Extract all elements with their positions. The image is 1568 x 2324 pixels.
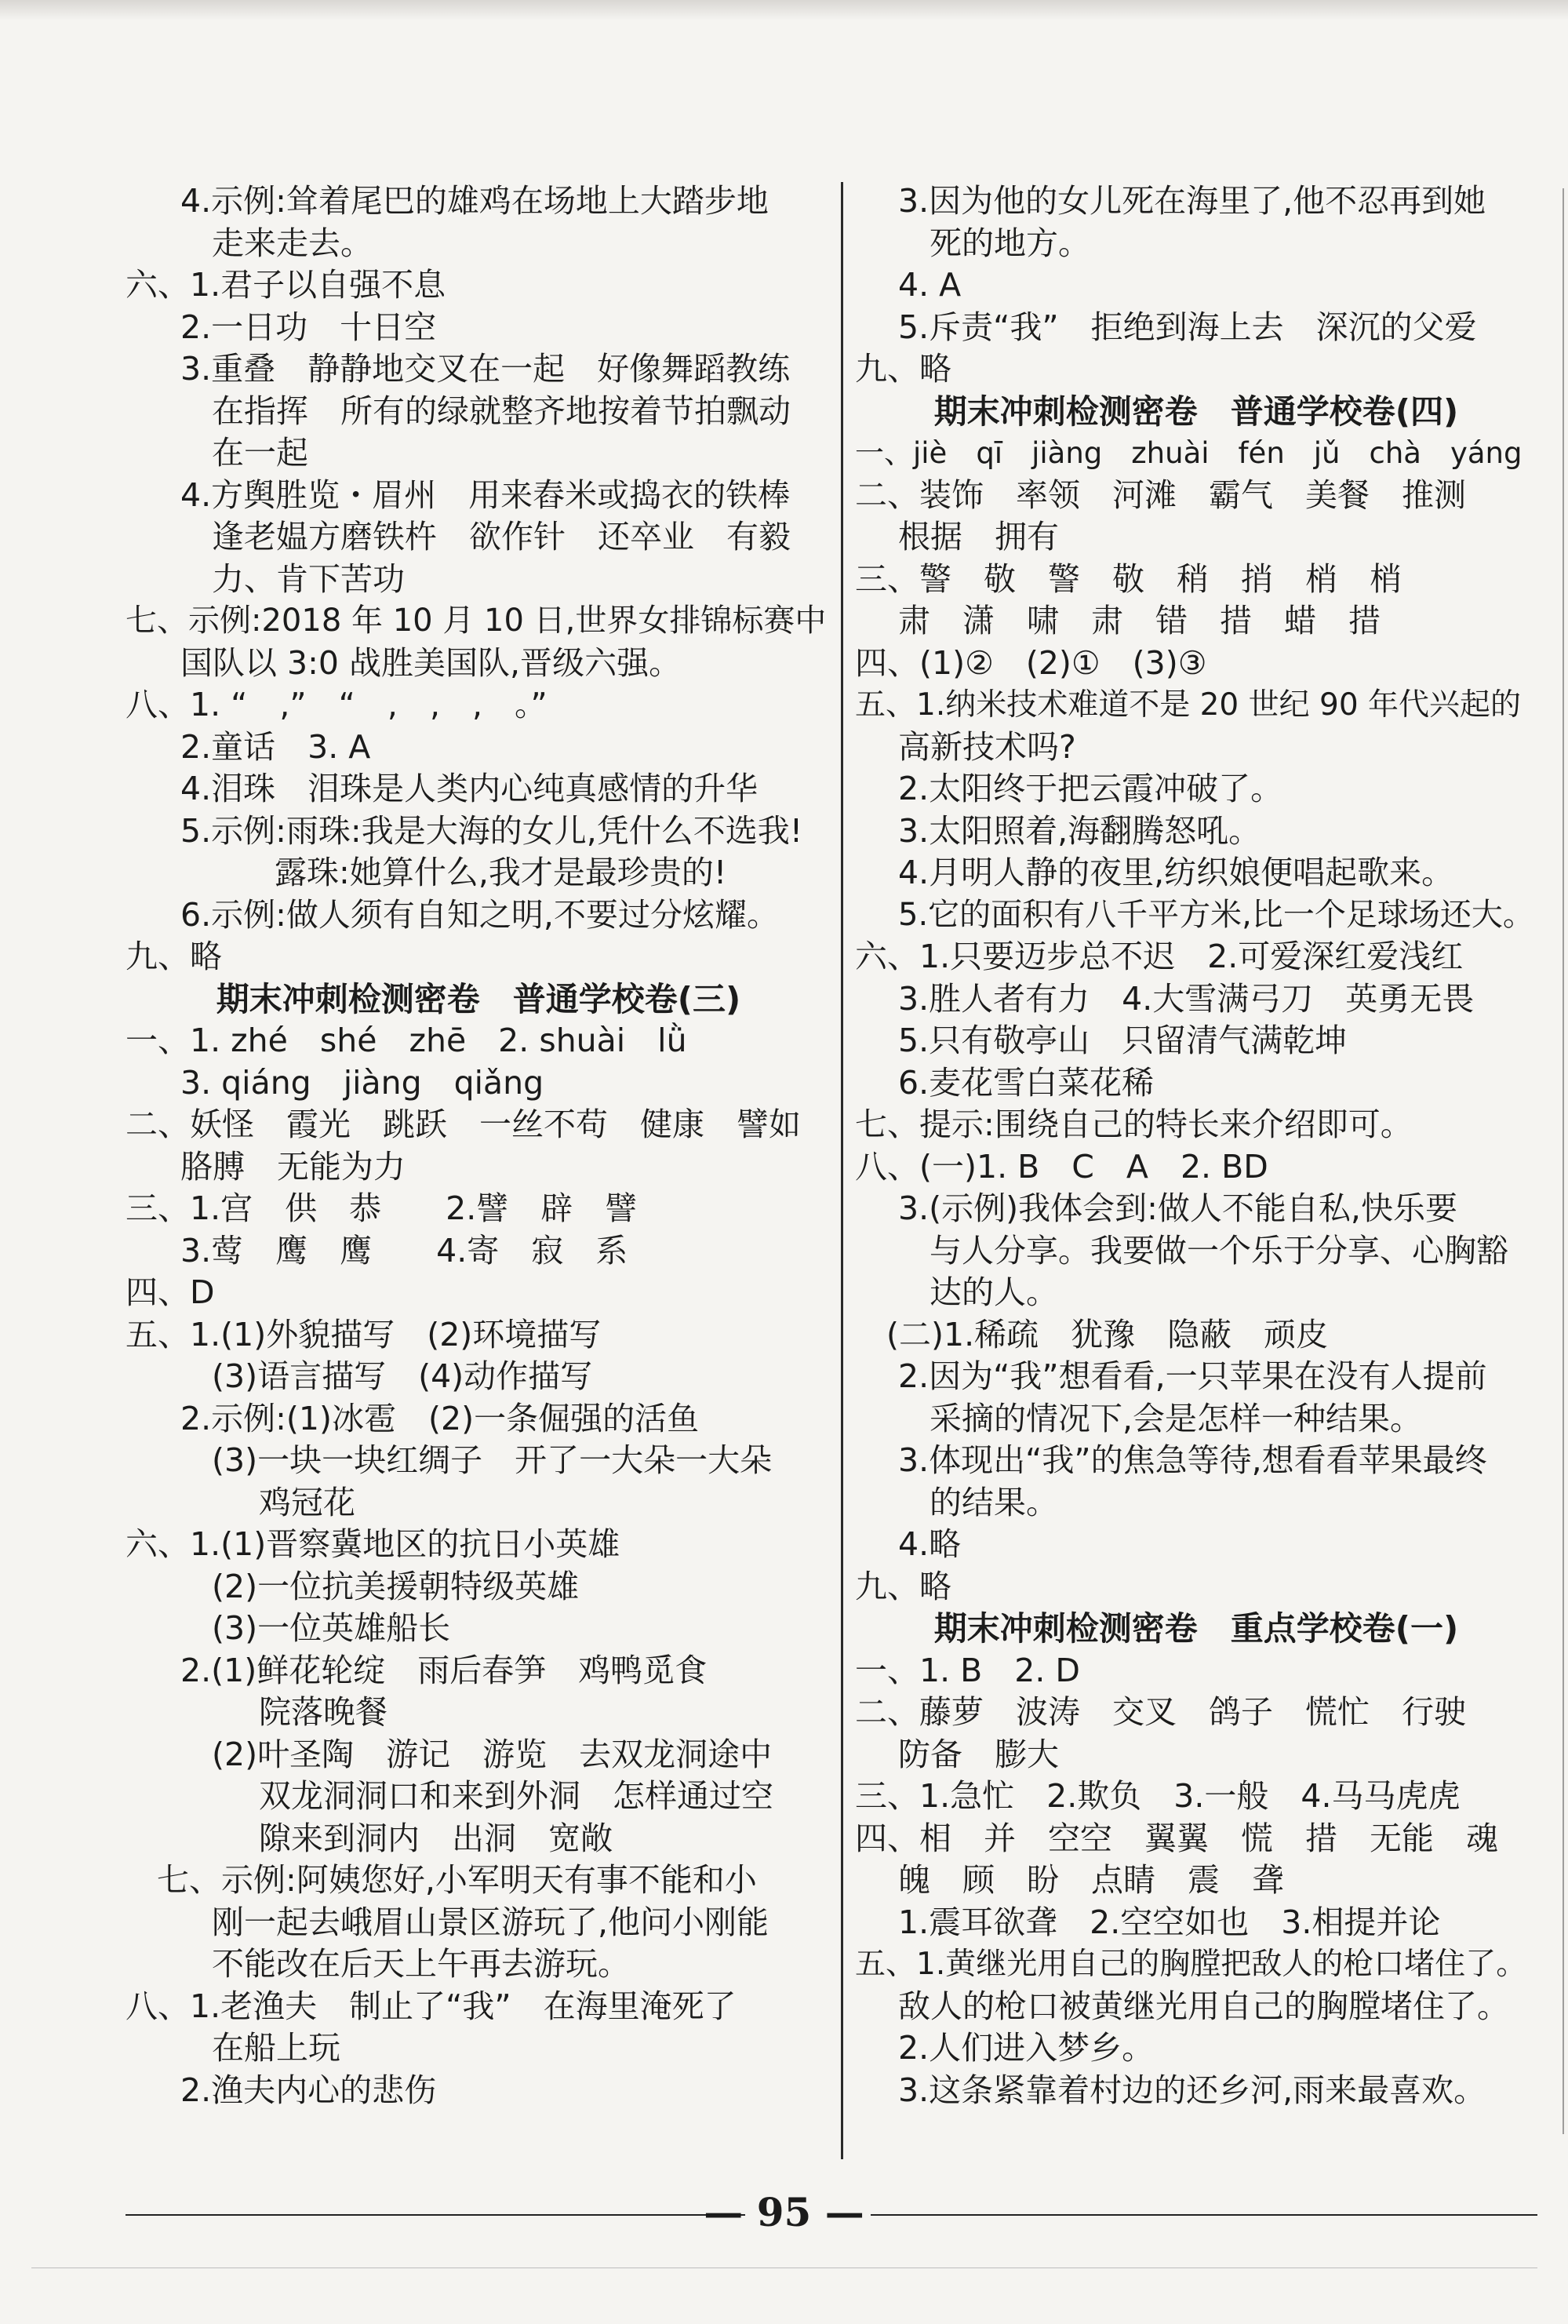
answer-line: 一、jiè qī jiàng zhuài fén jǔ chà yáng	[855, 436, 1523, 470]
answer-line: 走来走去。	[212, 224, 373, 262]
answer-line: 6.麦花雪白菜花稀	[898, 1063, 1155, 1102]
section-heading: 期末冲刺检测密卷 普通学校卷(四)	[933, 392, 1459, 431]
answer-line: 刚一起去峨眉山景区游玩了,他问小刚能	[212, 1903, 769, 1941]
answer-line: 3. qiáng jiàng qiǎng	[180, 1063, 544, 1102]
answer-line: 八、1.老渔夫 制止了“我” 在海里淹死了	[126, 1987, 737, 2025]
answer-line: (3)语言描写 (4)动作描写	[212, 1357, 593, 1395]
answer-line: 五、1.(1)外貌描写 (2)环境描写	[126, 1315, 602, 1353]
answer-line: 力、肯下苦功	[212, 559, 405, 598]
answer-line: 二、装饰 率领 河滩 霸气 美餐 推测	[855, 475, 1466, 514]
answer-line: 5.只有敬亭山 只留清气满乾坤	[898, 1022, 1348, 1059]
answer-line: 6.示例:做人须有自知之明,不要过分炫耀。	[180, 895, 779, 934]
answer-line: 胳膊 无能为力	[180, 1147, 406, 1186]
answer-line: 三、警 敬 警 敬 稍 捎 梢 梢	[855, 559, 1402, 598]
answer-line: 院落晚餐	[259, 1693, 387, 1731]
answer-line: 高新技术吗?	[898, 727, 1076, 766]
answer-line: 鸡冠花	[259, 1483, 355, 1521]
answer-line: (2)叶圣陶 游记 游览 去双龙洞途中	[212, 1735, 773, 1773]
answer-line: 六、1.(1)晋察冀地区的抗日小英雄	[126, 1525, 620, 1563]
answer-line: 四、(1)② (2)① (3)③	[855, 643, 1207, 682]
answer-line: 5.斥责“我” 拒绝到海上去 深沉的父爱	[898, 308, 1477, 346]
answer-line: 不能改在后天上午再去游玩。	[212, 1945, 630, 1983]
answer-line: 3.莺 鹰 鹰 4.寄 寂 系	[180, 1231, 628, 1269]
answer-line: 达的人。	[930, 1273, 1058, 1311]
answer-line: 5.它的面积有八千平方米,比一个足球场还大。	[898, 896, 1534, 933]
answer-line: 死的地方。	[930, 224, 1090, 262]
answer-line: 4.方舆胜览・眉州 用来舂米或捣衣的铁棒	[180, 475, 791, 514]
answer-line: 五、1.纳米技术难道不是 20 世纪 90 年代兴起的	[855, 687, 1522, 723]
answer-line: 七、示例:2018 年 10 月 10 日,世界女排锦标赛中	[126, 603, 827, 639]
answer-line: 4.月明人静的夜里,纺织娘便唱起歌来。	[898, 854, 1454, 891]
answer-line: 2.因为“我”想看看,一只苹果在没有人提前	[898, 1357, 1487, 1395]
answer-line: (二)1.稀疏 犹豫 隐蔽 顽皮	[886, 1315, 1329, 1353]
answer-line: 2.童话 3. A	[180, 727, 371, 766]
answer-line: 3.胜人者有力 4.大雪满弓刀 英勇无畏	[898, 979, 1475, 1018]
answer-line: 一、1. zhé shé zhē 2. shuài lǜ	[126, 1022, 687, 1059]
answer-line: 4. A	[898, 266, 962, 304]
scan-top-shadow	[0, 0, 1568, 20]
answer-line: 五、1.黄继光用自己的胸膛把敌人的枪口堵住了。	[855, 1947, 1527, 1982]
answer-line: 在船上玩	[212, 2029, 340, 2067]
answer-line: 防备 膨大	[898, 1735, 1059, 1773]
answer-line: 2.太阳终于把云霞冲破了。	[898, 770, 1283, 807]
answer-line: (2)一位抗美援朝特级英雄	[212, 1567, 580, 1605]
right-column	[855, 180, 1537, 2111]
answer-line: 3.体现出“我”的焦急等待,想看看苹果最终	[898, 1441, 1487, 1479]
answer-line: 四、相 并 空空 翼翼 慌 措 无能 魂	[855, 1819, 1498, 1857]
section-heading: 期末冲刺检测密卷 普通学校卷(三)	[216, 979, 741, 1018]
answer-line: 六、1.君子以自强不息	[126, 266, 446, 304]
answer-line: 3.因为他的女儿死在海里了,他不忍再到她	[898, 182, 1486, 220]
answer-line: 三、1.宫 供 恭 2.譬 辟 譬	[126, 1189, 638, 1227]
answer-line: 二、妖怪 霞光 跳跃 一丝不苟 健康 譬如	[126, 1106, 801, 1143]
answer-line: 采摘的情况下,会是怎样一种结果。	[930, 1399, 1423, 1437]
answer-line: 的结果。	[930, 1483, 1058, 1521]
answer-line: 逢老媪方磨铁杵 欲作针 还卒业 有毅	[212, 518, 791, 556]
answer-line: 3.(示例)我体会到:做人不能自私,快乐要	[898, 1189, 1457, 1227]
answer-line: 九、略	[855, 1567, 951, 1605]
answer-line: 四、D	[126, 1273, 215, 1311]
answer-line: 3.重叠 静静地交叉在一起 好像舞蹈教练	[180, 350, 791, 388]
answer-line: (3)一位英雄船长	[212, 1609, 451, 1647]
answer-line: 根据 拥有	[898, 518, 1059, 556]
answer-line: 八、1. “ ,” “ , , , 。”	[126, 686, 548, 723]
page-edge-line	[1563, 188, 1564, 2134]
answer-line: 2.渔夫内心的悲伤	[180, 2071, 437, 2109]
answer-line: 七、示例:阿姨您好,小军明天有事不能和小	[157, 1861, 757, 1899]
answer-line: 国队以 3:0 战胜美国队,晋级六强。	[180, 643, 682, 682]
answer-line: (3)一块一块红绸子 开了一大朵一大朵	[212, 1441, 773, 1479]
answer-line: 在指挥 所有的绿就整齐地按着节拍飘动	[212, 392, 791, 430]
answer-line: 在一起	[212, 434, 308, 472]
column-divider	[841, 182, 843, 2159]
answer-line: 4.略	[898, 1525, 962, 1563]
answer-line: 一、1. B 2. D	[855, 1651, 1080, 1689]
answer-line: 三、1.急忙 2.欺负 3.一般 4.马马虎虎	[855, 1777, 1461, 1815]
answer-line: 3.太阳照着,海翻腾怒吼。	[898, 811, 1261, 850]
answer-line: 与人分享。我要做一个乐于分享、心胸豁	[930, 1231, 1508, 1269]
answer-line: 六、1.只要迈步总不迟 2.可爱深红爱浅红	[855, 938, 1464, 975]
answer-line: 隙来到洞内 出洞 宽敞	[259, 1819, 613, 1857]
answer-line: 二、藤萝 波涛 交叉 鸽子 慌忙 行驶	[855, 1693, 1466, 1731]
left-column	[126, 180, 831, 2111]
page-number-value: 95	[756, 2189, 812, 2235]
answer-line: 九、略	[855, 350, 951, 388]
page-number: — 95 —	[704, 2189, 864, 2235]
answer-line: 七、提示:围绕自己的特长来介绍即可。	[855, 1106, 1413, 1143]
section-heading: 期末冲刺检测密卷 重点学校卷(一)	[933, 1609, 1459, 1648]
answer-line: 2.人们进入梦乡。	[898, 2029, 1155, 2067]
answer-line: 肃 潇 啸 肃 错 措 蜡 措	[898, 602, 1381, 639]
answer-line: 九、略	[126, 938, 222, 975]
answer-line: 5.示例:雨珠:我是大海的女儿,凭什么不选我!	[180, 811, 803, 850]
answer-line: 魄 顾 盼 点睛 震 聋	[898, 1861, 1284, 1899]
answer-line: 3.这条紧靠着村边的还乡河,雨来最喜欢。	[898, 2071, 1486, 2109]
answer-line: 2.示例:(1)冰雹 (2)一条倔强的活鱼	[180, 1399, 700, 1437]
answer-line: 敌人的枪口被黄继光用自己的胸膛堵住了。	[898, 1987, 1509, 2025]
answer-line: 4.泪珠 泪珠是人类内心纯真感情的升华	[180, 770, 759, 807]
answer-line: 露珠:她算什么,我才是最珍贵的!	[275, 854, 727, 891]
answer-line: 双龙洞洞口和来到外洞 怎样通过空	[259, 1777, 773, 1815]
answer-line: 1.震耳欲聋 2.空空如也 3.相提并论	[898, 1903, 1441, 1941]
answer-line: 2.一日功 十日空	[180, 308, 437, 346]
answer-line: 八、(一)1. B C A 2. BD	[855, 1147, 1268, 1186]
answer-line: 2.(1)鲜花轮绽 雨后春笋 鸡鸭觅食	[180, 1651, 708, 1689]
answer-line: 4.示例:耸着尾巴的雄鸡在场地上大踏步地	[180, 182, 769, 220]
